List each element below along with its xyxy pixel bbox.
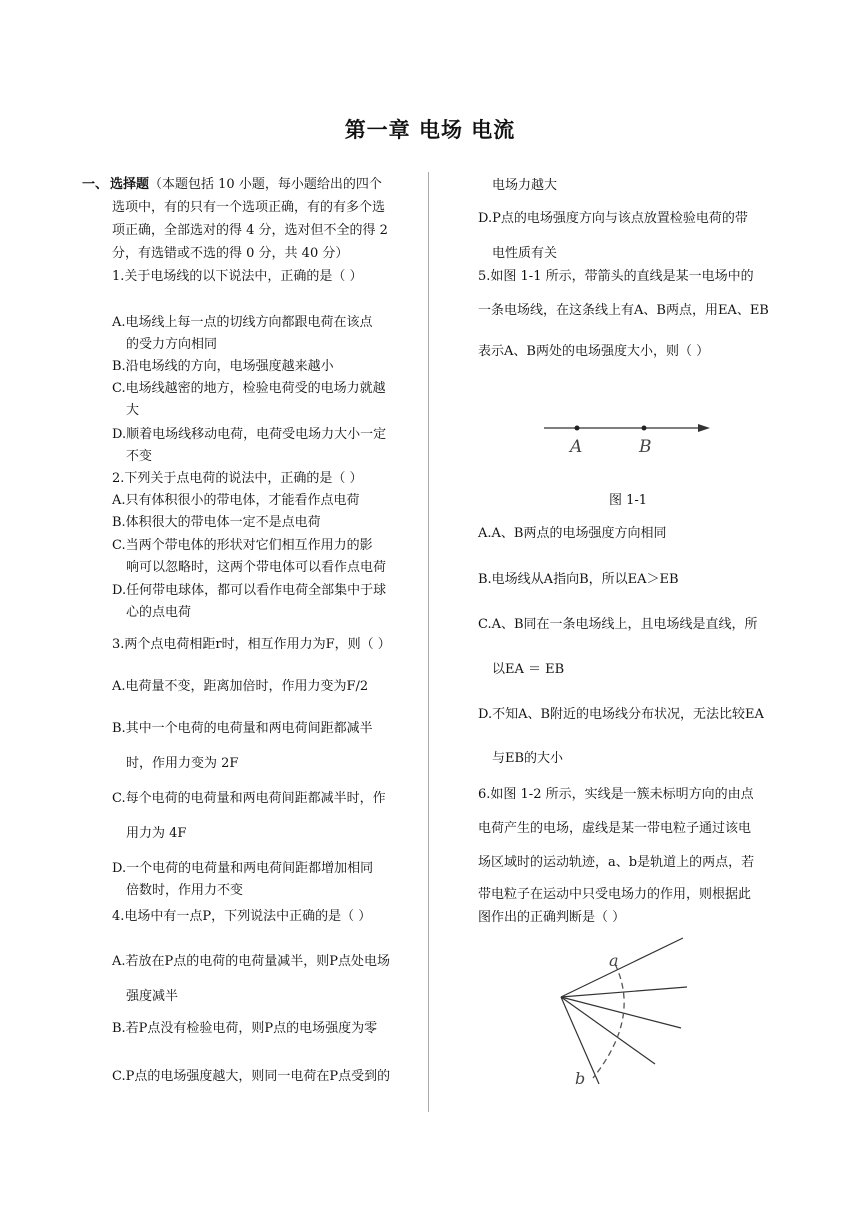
left-text-line: 4.电场中有一点P，下列说法中正确的是（ ） [112, 909, 372, 924]
left-text-line: 项正确，全部选对的得 4 分，选对但不全的得 2 [112, 223, 388, 238]
left-text-line: 时，作用力变为 2F [126, 756, 239, 771]
left-text-line: 大 [126, 403, 140, 418]
column-divider [428, 172, 429, 1112]
left-text-line: 1.关于电场线的以下说法中，正确的是（ ） [112, 269, 363, 284]
right-text-line: 以EA ＝ EB [492, 662, 565, 677]
right-text-line: 一条电场线，在这条线上有A、B两点，用EA、EB [478, 303, 769, 318]
field-line [561, 938, 683, 997]
left-text-line: C.每个电荷的电荷量和两电荷间距都减半时，作 [112, 791, 386, 806]
left-text-line: 分，有选错或不选的得 0 分，共 40 分） [112, 246, 349, 261]
right-text-line: 5.如图 1-1 所示，带箭头的直线是某一电场中的 [478, 269, 754, 284]
left-text-line: C.P点的电场强度越大，则同一电荷在P点受到的 [112, 1069, 391, 1084]
left-text-line: 强度减半 [126, 989, 179, 1004]
point-a [575, 426, 580, 431]
left-text-line: A.只有体积很小的带电体，才能看作点电荷 [112, 493, 360, 508]
right-text-line: 电性质有关 [492, 246, 558, 261]
right-text-line: 电荷产生的电场，虚线是某一带电粒子通过该电 [478, 821, 752, 836]
left-text-line: B.沿电场线的方向，电场强度越来越小 [112, 359, 334, 374]
left-text-line: D.任何带电球体，都可以看作电荷全部集中于球 [112, 583, 387, 598]
right-text-line: 带电粒子在运动中只受电场力的作用，则根据此 [478, 887, 752, 902]
right-text-line: C.A、B同在一条电场线上，且电场线是直线，所 [478, 617, 758, 632]
left-text-line: A.电场线上每一点的切线方向都跟电荷在该点 [112, 315, 373, 330]
right-text-line: D.不知A、B附近的电场线分布状况，无法比较EA [478, 707, 764, 722]
left-text-line: 3.两个点电荷相距r时，相互作用力为F，则（ ） [112, 637, 391, 652]
right-text-line: 电场力越大 [492, 178, 558, 193]
left-text-line: D.一个电荷的电荷量和两电荷间距都增加相同 [112, 861, 374, 876]
left-text-line: 2.下列关于点电荷的说法中，正确的是（ ） [112, 471, 363, 486]
left-text-line: 的受力方向相同 [126, 337, 218, 352]
right-text-line: 与EB的大小 [492, 751, 564, 766]
right-text-line: 6.如图 1-2 所示，实线是一簇未标明方向的由点 [478, 787, 754, 802]
left-text-line: D.顺着电场线移动电荷，电荷受电场力大小一定 [112, 427, 387, 442]
point-b [642, 426, 647, 431]
left-text-line: 选项中，有的只有一个选项正确，有的有多个选 [112, 200, 386, 215]
label-a: A [570, 437, 583, 457]
figure-1-1-caption: 图 1-1 [608, 493, 648, 508]
arrow-head-icon [698, 424, 710, 432]
left-text-line: C.当两个带电体的形状对它们相互作用力的影 [112, 538, 373, 553]
right-text-line: D.P点的电场强度方向与该点放置检验电荷的带 [478, 211, 748, 226]
section-heading: 选择题 [110, 177, 150, 192]
left-text-line: 心的点电荷 [126, 605, 192, 620]
figure-1-1 [540, 412, 720, 458]
left-text-line: B.若P点没有检验电荷，则P点的电场强度为零 [112, 1021, 378, 1036]
left-text-line: 选择题（本题包括 10 小题，每小题给出的四个 [110, 177, 382, 192]
left-text-line: 一、 [82, 177, 109, 192]
right-text-line: A.A、B两点的电场强度方向相同 [478, 526, 667, 541]
label-b: b [575, 1069, 586, 1088]
right-text-line: 表示A、B两处的电场强度大小，则（ ） [478, 344, 710, 359]
label-b: B [639, 437, 652, 457]
page-title: 第一章 电场 电流 [344, 117, 516, 142]
left-text-line: B.体积很大的带电体一定不是点电荷 [112, 515, 321, 530]
left-text-line: C.电场线越密的地方，检验电荷受的电场力就越 [112, 381, 386, 396]
label-a: a [609, 951, 619, 970]
left-text-line: 响可以忽略时，这两个带电体可以看作点电荷 [126, 560, 387, 575]
right-text-line: 图作出的正确判断是（ ） [478, 910, 626, 925]
right-text-line: 场区域时的运动轨迹，a、b是轨道上的两点，若 [478, 855, 755, 870]
left-text-line: A.若放在P点的电荷的电荷量减半，则P点处电场 [112, 954, 391, 969]
left-text-line: 不变 [126, 449, 153, 464]
particle-trajectory [593, 964, 624, 1078]
field-line [561, 997, 681, 1028]
left-text-line: A.电荷量不变，距离加倍时，作用力变为F/2 [112, 679, 369, 694]
left-text-line: 用力为 4F [126, 826, 187, 841]
figure-1-2 [555, 932, 695, 1092]
left-text-line: 倍数时，作用力不变 [126, 883, 244, 898]
left-text-line: B.其中一个电荷的电荷量和两电荷间距都减半 [112, 721, 373, 736]
right-text-line: B.电场线从A指向B，所以EA＞EB [478, 572, 679, 587]
